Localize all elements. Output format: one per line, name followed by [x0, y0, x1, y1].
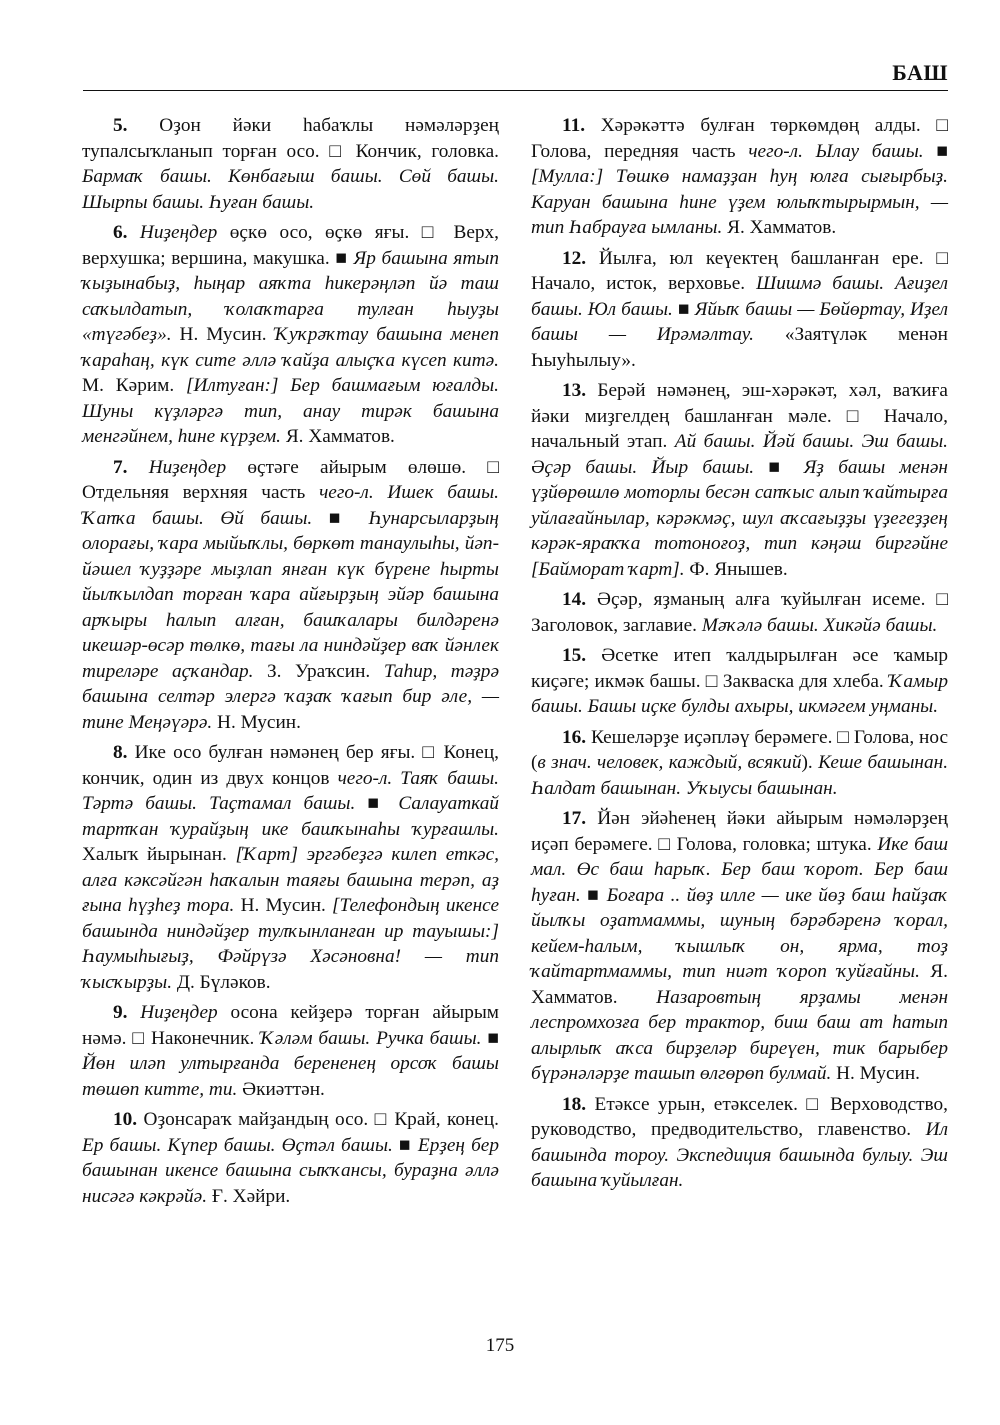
entry-text: Оҙонсараҡ майҙандың осо. — [137, 1109, 375, 1130]
example-marker: ■ — [936, 140, 949, 162]
entry-text: Я. Хамматов. — [722, 217, 837, 238]
entry-text: Ғ. Хәйри. — [207, 1185, 291, 1207]
entry-text: өҫкө осо, өҫкө яғы. — [217, 222, 422, 243]
translation-marker: □ — [421, 222, 442, 243]
italic-text: Ил башында тороу. Экспедиция башында булыу. Эш башына ҡуйылған. — [531, 1119, 948, 1191]
italic-text: Кеше башынан. Һалдат башынан. Уҡыусы башынан. — [531, 752, 949, 799]
entry-text — [355, 793, 367, 814]
entry-text: «Заятүләк менән Һыуһылыу». — [531, 324, 948, 371]
entry-number: 5. — [113, 115, 128, 136]
italic-text: чего-л. Ишек башы. Ҡапҡа башы. Өй башы. — [82, 482, 499, 529]
italic-text: Ер башы. Күпер башы. Өҫтәл башы. — [82, 1134, 393, 1156]
italic-text: Яр башына ятып ҡыҙынабыҙ, һыңар аяҡта һикерәңләп йә таш саҡылдатып, ҡолаҡтарға тулған һыуҙы «түгәбеҙ». — [82, 247, 499, 345]
entry-text: Наконечник. — [145, 1027, 261, 1049]
italic-text: Ҡәләм башы. Ручка башы. — [260, 1027, 482, 1049]
entry-text: Н. Мусин. — [234, 895, 333, 916]
dictionary-entry — [531, 378, 948, 582]
entry-text: Хәрәкәттә булған төркөмдөң алды. — [585, 115, 937, 136]
entry-text: Отдельняя верхняя часть — [82, 482, 320, 503]
entry-text: Әсетке итеп ҡалдырылған әсе ҡамыр киҫәге; икмәк башы. — [531, 645, 948, 692]
entry-text: Н. Мусин. — [171, 324, 275, 345]
entry-number: 15. — [562, 645, 587, 666]
entry-number: 10. — [113, 1109, 138, 1130]
dictionary-entry — [82, 455, 499, 736]
entry-text: Верховодство, руководство, предводительство, главенство. — [531, 1093, 948, 1140]
italic-text: Шишмә башы. Ағиҙел башы. Юл башы. — [531, 273, 948, 320]
entry-text: Ф. Янышев. — [684, 558, 788, 580]
italic-text: Яйыҡ башы — Бөйөртау, Иҙел башы — Ирәмәлтау. — [531, 298, 948, 345]
translation-marker: □ — [374, 1109, 388, 1130]
italic-text: Ҡамыр башы. Башы иҫке булды ахыры, икмәгем уңманы. — [531, 670, 948, 717]
right-column — [531, 113, 948, 1199]
entry-number: 14. — [562, 589, 587, 610]
entry-text: Д. Бүләков. — [172, 971, 271, 993]
example-marker: ■ — [398, 1134, 412, 1156]
italic-text: Йөн иләп ултырғанда берененең орсоҡ башы төшөп китте, ти. — [82, 1053, 499, 1100]
translation-marker: □ — [846, 405, 869, 427]
italic-text: Бармаҡ башы. Көнбағыш башы. Сөй башы. Шырпы башы. Һуған башы. — [82, 166, 499, 213]
example-marker: ■ — [587, 884, 601, 906]
example-marker: ■ — [328, 507, 353, 529]
italic-text: Һунарсыларҙың олорағы, ҡара мыйыҡлы, бөркөт танаулыһы, йәп-йәшел ҡуҙҙәре мыҙлап янған күк бүрене һырты йылҡылдап торған ҡара айғырҙың эйәр башына арҡыры һалып алған, башҡалары билдәренә икешәр-өсәр төлкө, тағы ла ниндәйҙер ваҡ йәнлек тиреләре аҫҡандар. — [82, 507, 500, 682]
dictionary-entry — [531, 587, 948, 638]
entry-text: Әкиәттән. — [237, 1078, 325, 1100]
translation-marker: □ — [936, 247, 948, 269]
example-marker: ■ — [487, 1027, 499, 1049]
dictionary-entry — [531, 1092, 948, 1194]
entry-text: З. Ураҡсин. — [253, 660, 384, 682]
entry-text: Голова, головка; штука. — [670, 833, 878, 855]
italic-text: Мәҡәлә башы. Хикәйә башы. — [701, 614, 938, 636]
entry-text: Н. Мусин. — [212, 711, 301, 733]
dictionary-entry — [82, 113, 499, 215]
entry-text — [312, 508, 329, 529]
example-marker: ■ — [768, 456, 790, 478]
italic-text: [Телефондың икенсе башында ниндәйҙер тулҡынланған ир тауышы:] Һаумыһығыҙ, Фәйрүзә Хәсәновна! — тип ҡысҡырҙы. — [82, 895, 499, 993]
entry-number: 17. — [562, 808, 587, 829]
entry-text: Край, конец. — [387, 1109, 500, 1130]
translation-marker: □ — [837, 726, 849, 748]
entry-text: Верх, верхушка; вершина, макушка. — [82, 222, 499, 269]
entry-text: Әҫәр, яҙманың алға ҡуйылған исеме. — [586, 589, 937, 610]
italic-text: Салауаткай тартҡан ҡурайҙың ике башҡынаһы ҡурғашлы. — [82, 793, 499, 840]
example-marker: ■ — [677, 298, 690, 320]
entry-number: 16. — [562, 726, 587, 748]
dictionary-entry — [531, 725, 948, 802]
example-marker: ■ — [367, 793, 387, 814]
italic-text: Таһир, тәҙрә башына селтәр элергә ҡаҙаҡ ҡағып бир әле, — тине Меңәүәрә. — [82, 660, 499, 733]
entry-number: 12. — [562, 247, 587, 269]
translation-marker: □ — [936, 115, 948, 136]
dictionary-entry — [82, 740, 499, 995]
italic-text: Яҙ башы менән үҙйөрөшлө моторлы бесән сапҡыс алып ҡайтырға уйлағайнылар, кәрәкмәҫ, шул аҡсағыҙҙы үҙегеҙҙең кәрәк-яраҡҡа тотоноғоҙ, тип кәңәш биргәйне [Байморат ҡарт]. — [531, 456, 948, 580]
italic-text: Ниҙеңдер — [127, 222, 218, 243]
entry-text: Я. Хамматов. — [281, 426, 395, 447]
italic-text: чего-л. Ылау башы. — [748, 140, 924, 162]
entry-text: Н. Мусин. — [831, 1063, 921, 1084]
left-column — [82, 113, 499, 1214]
header-word: БАШ — [892, 60, 948, 85]
running-header — [83, 60, 948, 91]
entry-text: Йән эйәһенең йәки айырым нәмәләрҙең иҫәп берәмеге. — [531, 808, 948, 855]
translation-marker: □ — [705, 670, 718, 692]
italic-text: Ниҙеңдер — [127, 1002, 218, 1023]
example-marker: ■ — [335, 247, 348, 269]
italic-text: Ике баш мал. Өс баш һарыҡ. Бер баш ҡорот. Бер баш һуған. — [531, 833, 948, 906]
entry-number: 8. — [113, 742, 128, 763]
translation-marker: □ — [132, 1027, 146, 1049]
translation-marker: □ — [329, 140, 346, 162]
entry-text: Оҙон йәки һабаҡлы нәмәләрҙең тупалсыҡланып торған осо. — [82, 115, 499, 162]
italic-text: Ниҙеңдер — [127, 456, 227, 478]
italic-text: в знач. человек, каждый, всякий — [537, 752, 802, 773]
dictionary-entry — [82, 1107, 499, 1209]
entry-text: Конец, кончик, один из двух концов — [82, 742, 499, 789]
translation-marker: □ — [936, 589, 948, 610]
italic-text: чего-л. Таяҡ башы. Тәртә башы. Таҫтамал башы. — [82, 767, 499, 814]
entry-text: Кешеләрҙе иҫәпләү берәмеге. — [586, 726, 838, 748]
italic-text: Ай башы. Йәй башы. Эш башы. Әҫәр башы. Йыр башы. — [531, 431, 949, 478]
entry-text — [924, 141, 937, 162]
entry-text: осона кейҙерә торған айырым нәмә. — [82, 1002, 499, 1049]
dictionary-entry — [531, 113, 948, 241]
entry-text: Йылға, юл кеүектең башланған ере. — [586, 247, 937, 269]
entry-text: Начало, начальный этап. — [531, 405, 948, 452]
dictionary-entry — [82, 220, 499, 450]
italic-text: [Мулла:] Төшкө намаҙҙан һуң юлға сығырбыҙ. Каруан башына һине үҙем юлыҡтырырмын, — тип Һабрауға ымланы. — [531, 166, 948, 238]
entry-text: Закваска для хлеба. — [717, 670, 889, 692]
italic-text: Ерҙең бер башынан икенсе башына сыҡҡансы, бураҙна әллә нисәгә кәкрәйә. — [82, 1134, 499, 1207]
entry-text: Голова, передняя часть — [531, 140, 749, 162]
dictionary-entry — [531, 643, 948, 720]
entry-text: Начало, исток, верховье. — [531, 273, 757, 294]
italic-text: [Ҡарт] эргәбеҙгә килеп еткәс, алға кәксәйгән һаҡалын таяғы башына терәп, аҙ ғына һүҙһеҙ тора. — [82, 844, 499, 916]
italic-text: Назаровтың ярҙамы менән леспромхозға бер трактор, биш баш ат һатып алырлыҡ аҡса бирҙеләр биреүен, тик барыбер бүрәнәләрҙе ташып өлгөрөп булмай. — [531, 986, 949, 1084]
dictionary-entry — [82, 1000, 499, 1102]
entry-text: М. Кәрим. — [82, 375, 186, 396]
entry-text: Ике осо булған нәмәнең бер яғы. — [127, 742, 423, 763]
entry-text: Халыҡ йырынан. — [82, 844, 236, 865]
entry-text: Я. Хамматов. — [531, 961, 948, 1008]
translation-marker: □ — [487, 456, 500, 478]
entry-number: 9. — [113, 1002, 128, 1023]
dictionary-entry — [531, 246, 948, 374]
translation-marker: □ — [422, 742, 437, 763]
italic-text: Боғара .. йөҙ илле — ике йөҙ баш һайҙаҡ йылҡы оҙатмаммы, шуның бәрәбәренә ҡорал, кейем-һалым, ҡышлыҡ он, ярма, тоҙ ҡайтартмаммы, тип ниәт ҡороп ҡуйғайны. — [531, 884, 949, 982]
entry-number: 6. — [113, 222, 128, 243]
dictionary-entry — [531, 806, 948, 1087]
translation-marker: □ — [806, 1093, 822, 1115]
entry-number: 7. — [113, 456, 128, 478]
entry-text — [754, 457, 768, 478]
entry-text: өҫтәге айырым өлөшө. — [226, 456, 488, 478]
entry-text: Голова, нос ( — [531, 726, 948, 773]
entry-text: Кончик, головка. — [345, 140, 499, 162]
entry-number: 13. — [562, 380, 587, 401]
entry-number: 18. — [562, 1093, 587, 1115]
page-number: 175 — [485, 1335, 515, 1356]
entry-text: Етәксе урын, етәкселек. — [586, 1093, 807, 1115]
entry-text: ). — [801, 752, 819, 773]
entry-number: 11. — [562, 115, 586, 136]
italic-text: Ҡуҡрәҡтау башына менеп ҡараһаң, күк сите әллә ҡайҙа алыҫҡа күсеп китә. — [82, 324, 499, 371]
entry-text: Заголовок, заглавие. — [531, 614, 702, 636]
translation-marker: □ — [658, 833, 671, 855]
entry-text: Берәй нәмәнең, эш-хәрәкәт, хәл, ваҡиға йәки миҙгелдең башланған мәле. — [531, 380, 948, 427]
italic-text: [Илтуған:] Бер башмағым юғалды. Шуны күҙләргә тип, анау тирәк башына менгәйнем, һине күрҙем. — [82, 375, 499, 447]
